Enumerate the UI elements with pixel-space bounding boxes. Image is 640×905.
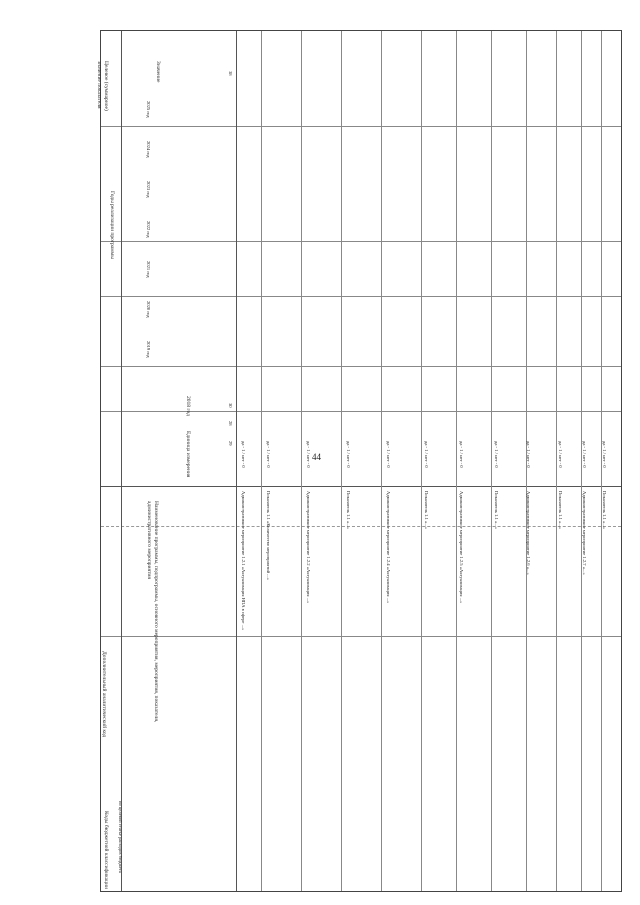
divider <box>101 486 621 487</box>
divider <box>381 31 382 891</box>
col29-header: Единица измерения <box>185 431 191 478</box>
row-title: Административное мероприятие 1.2.2 «Актуализация ...» <box>306 491 311 604</box>
divider <box>456 31 457 891</box>
divider <box>421 31 422 891</box>
row-unit: да - 1 / нет - 0 <box>424 441 429 468</box>
final-sub: Значение <box>155 61 161 83</box>
divider <box>341 31 342 891</box>
year-header: 2020 год <box>146 301 151 318</box>
row-unit: да - 1 / нет - 0 <box>459 441 464 468</box>
divider <box>101 126 621 127</box>
col-number: 29 <box>228 441 233 446</box>
row-unit: да - 1 / нет - 0 <box>602 441 607 468</box>
divider <box>121 31 122 891</box>
row-unit: да - 1 / нет - 0 <box>494 441 499 468</box>
row-title: Административное мероприятие 1.2.5 «Актуализация ...» <box>459 491 464 604</box>
divider <box>301 31 302 891</box>
program-table <box>96 30 622 892</box>
left-group-subtitle: по целевой статье расходов бюджета <box>118 801 123 873</box>
row-title: Административное мероприятие 1.2.4 «Актуализация ...» <box>386 491 391 604</box>
row-unit: да - 1 / нет - 0 <box>266 441 271 468</box>
final-header: Целевое (суммарное) значение показателя <box>96 61 109 111</box>
page-number: 44 <box>312 452 321 462</box>
divider <box>101 296 621 297</box>
main-header: Наименование программы, подпрограммы, основного мероприятия, мероприятия, показателя, административного мероприятия <box>146 501 159 723</box>
col-number: 28 <box>228 421 233 426</box>
year-header: 2019 год <box>146 341 151 358</box>
row-title: Показатель 1.1 «...» <box>346 491 351 530</box>
row-unit: да - 1 / нет - 0 <box>558 441 563 468</box>
divider <box>101 636 621 637</box>
row-unit: да - 1 / нет - 0 <box>346 441 351 468</box>
row-title: Показатель 1.1 «Количество мероприятий ...» <box>266 491 271 580</box>
divider <box>101 411 621 412</box>
divider <box>261 31 262 891</box>
divider <box>101 241 621 242</box>
row-title: Показатель 1.1 «...» <box>424 491 429 530</box>
year-header: 2024 год <box>146 141 151 158</box>
col-number: 38 <box>228 71 233 76</box>
row-title: Административное мероприятие 1.2.7 «...» <box>582 491 587 575</box>
year-header: 2023 год <box>146 181 151 198</box>
row-title: Показатель 1.1 «...» <box>494 491 499 530</box>
left-group-title: Коды бюджетной классификации <box>103 811 109 889</box>
divider <box>101 366 621 367</box>
row-title: Административное мероприятие 1.2.1 «Актуализация НПА в сфере ...» <box>241 491 246 631</box>
divider <box>491 31 492 891</box>
row-unit: да - 1 / нет - 0 <box>306 441 311 468</box>
divider <box>556 31 557 891</box>
row-unit: да - 1 / нет - 0 <box>386 441 391 468</box>
year-header: 2021 год <box>146 261 151 278</box>
row-title: Показатель 1.1 «...» <box>602 491 607 530</box>
divider <box>236 31 237 891</box>
divider <box>101 526 621 527</box>
col-number: 30 <box>228 403 233 408</box>
year-header: 2022 год <box>146 221 151 238</box>
row-unit: да - 1 / нет - 0 <box>526 441 531 468</box>
year-header: 2025 год <box>146 101 151 118</box>
row-unit: да - 1 / нет - 0 <box>241 441 246 468</box>
mid-group-title: Дополнительный аналитический код <box>101 651 107 738</box>
row-title: Административное мероприятие 1.2.6 «...» <box>526 491 531 575</box>
col30-header: 2018 год <box>185 396 191 416</box>
years-header: Годы реализации программы <box>109 191 115 259</box>
row-title: Показатель 1.1 «...» <box>558 491 563 530</box>
row-unit: да - 1 / нет - 0 <box>582 441 587 468</box>
